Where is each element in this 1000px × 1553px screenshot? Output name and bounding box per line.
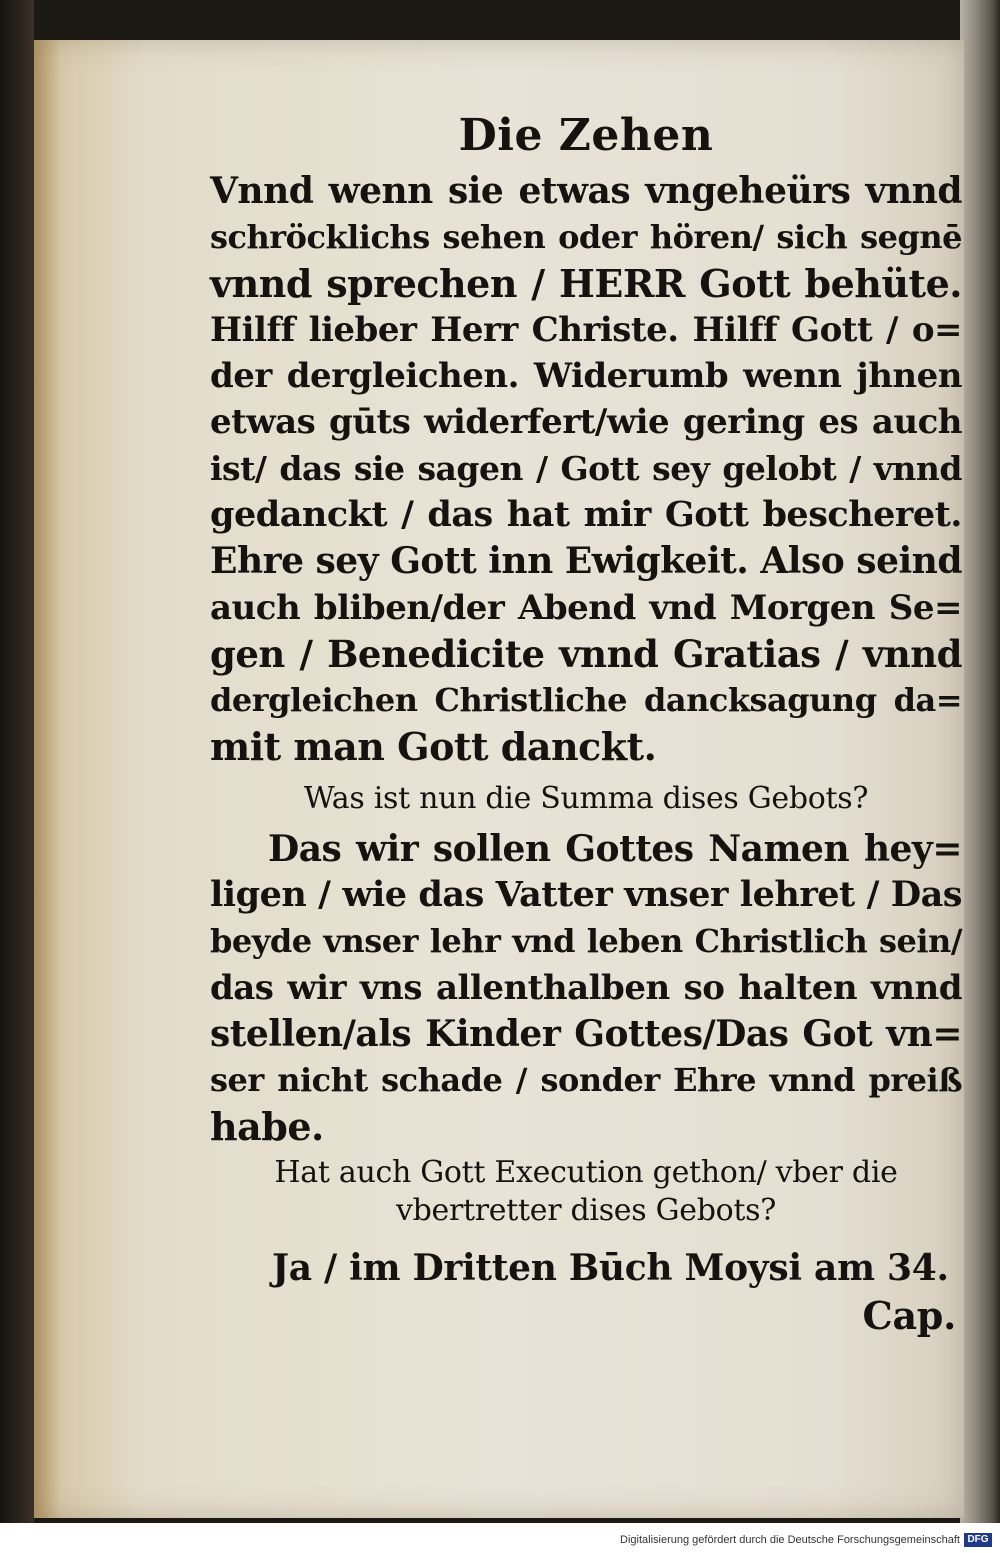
question-heading: Was ist nun die Summa dises Gebots? [303, 780, 869, 816]
page-stack-edge [960, 0, 1000, 1530]
book-page [34, 40, 964, 1518]
dfg-logo: DFG [964, 1533, 992, 1547]
paragraph-line: gen / Benedicite vnnd Gratias / vnnd [210, 631, 962, 676]
paragraph-line: schröcklichs sehen oder hören/ sich segnē [210, 218, 962, 257]
question-line: vbertretter dises Gebots? [395, 1192, 777, 1228]
paragraph-line: Ehre sey Gott inn Ewigkeit. Also seind [210, 540, 962, 583]
paragraph-line: auch bliben/der Abend vnd Morgen Se= [210, 587, 962, 628]
paragraph-line: vnnd sprechen / HERR Gott behüte. [210, 260, 962, 306]
answer-line: ligen / wie das Vatter vnser lehret / Das [210, 874, 962, 916]
answer-line: Das wir sollen Gottes Namen hey= [268, 827, 962, 870]
closing-line: Cap. [862, 1292, 956, 1338]
answer-line: stellen/als Kinder Gottes/Das Got vn= [210, 1013, 962, 1056]
text-block [210, 110, 962, 1340]
paragraph-line: mit man Gott danckt. [210, 723, 657, 769]
main-paragraph [210, 168, 962, 770]
closing-line: Ja / im Dritten Būch Moysi am 34. [272, 1246, 949, 1289]
paragraph-line: gedanckt / das hat mir Gott bescheret. [210, 494, 962, 536]
answer-paragraph [210, 826, 962, 1150]
gutter-shadow [34, 40, 60, 1518]
question-line: Hat auch Gott Execution gethon/ vber die [274, 1154, 898, 1190]
paragraph-line: dergleichen Christliche dancksagung da= [210, 681, 962, 720]
question-heading-2 [210, 1154, 962, 1230]
book-spine-edge [0, 0, 34, 1553]
running-head: Die Zehen [458, 110, 714, 161]
paragraph-line: Hilff lieber Herr Christe. Hilff Gott / o= [210, 309, 962, 350]
answer-line: ser nicht schade / sonder Ehre vnnd preiß [210, 1061, 962, 1100]
paragraph-line: der dergleichen. Widerumb wenn jhnen [210, 356, 962, 397]
paragraph-line: ist/ das sie sagen / Gott sey gelobt / vnnd [210, 448, 962, 488]
paragraph-line: Vnnd wenn sie etwas vngeheürs vnnd [210, 170, 962, 212]
answer-line: das wir vns allenthalben so halten vnnd [210, 967, 962, 1008]
footer-bar [0, 1523, 1000, 1553]
answer-line: beyde vnser lehr vnd leben Christlich sein/ [210, 922, 962, 961]
answer-line: habe. [210, 1103, 324, 1149]
paragraph-line: etwas gūts widerfert/wie gering es auch [210, 402, 962, 443]
funding-credit: Digitalisierung gefördert durch die Deutsche Forschungsgemeinschaft [620, 1534, 960, 1546]
